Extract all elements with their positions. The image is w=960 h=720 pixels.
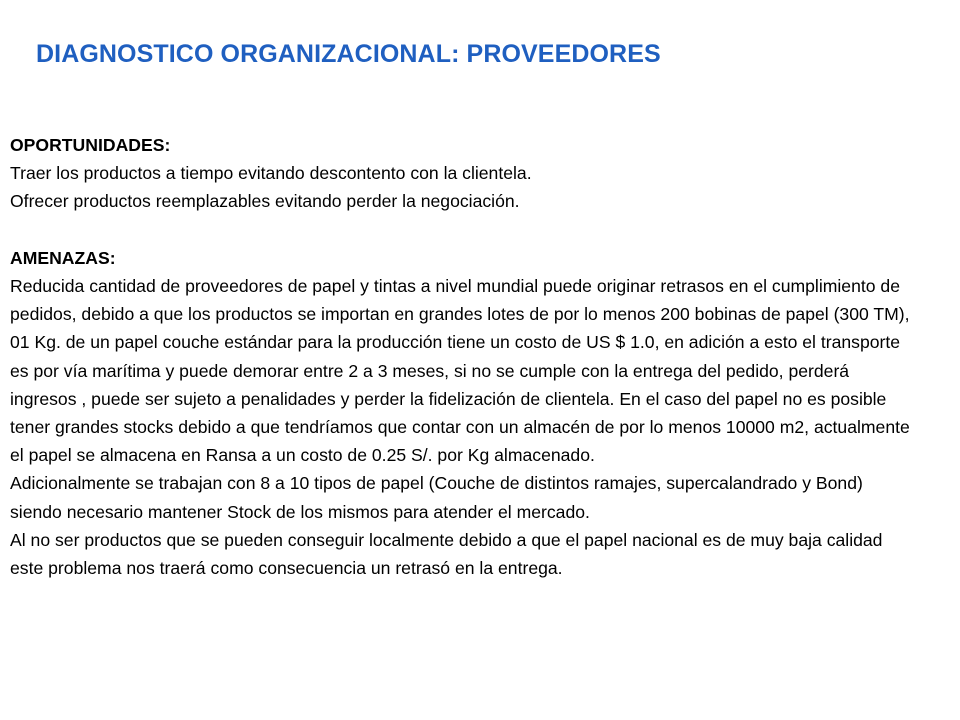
oportunidad-item: Ofrecer productos reemplazables evitando perder la negociación. [10,191,520,212]
amenaza-paragraph: Adicionalmente se trabajan con 8 a 10 tipos de papel (Couche de distintos ramajes, supercalandrado y Bond) siendo necesario mantener Stock de los mismos para atender el mercado. [10,473,863,522]
amenazas-heading: AMENAZAS: [10,247,116,268]
section-spacer [10,216,918,244]
slide-body [10,131,918,582]
slide-title: DIAGNOSTICO ORGANIZACIONAL: PROVEEDORES [36,40,661,68]
oportunidad-item: Traer los productos a tiempo evitando descontento con la clientela. [10,163,532,184]
amenaza-paragraph: Reducida cantidad de proveedores de papel y tintas a nivel mundial puede originar retrasos en el cumplimiento de pedidos, debido a que los productos se importan en grandes lotes de por lo menos 200 bobinas de papel (300 TM), 01 Kg. de un papel couche estándar para la producción tiene un costo de US $ 1.0, en adición a esto el transporte es por vía marítima y puede demorar entre 2 a 3 meses, si no se cumple con la entrega del pedido, perderá ingresos , puede ser sujeto a penalidades y perder la fidelización de clientela. En el caso del papel no es posible tener grandes stocks debido a que tendríamos que contar con un almacén de por lo menos 10000 m2, actualmente el papel se almacena en Ransa a un costo de 0.25 S/. por Kg almacenado. [10,276,910,466]
oportunidades-heading: OPORTUNIDADES: [10,135,171,155]
amenaza-paragraph: Al no ser productos que se pueden conseguir localmente debido a que el papel nacional es de muy baja calidad este problema nos traerá como consecuencia un retrasó en la entrega. [10,529,883,579]
